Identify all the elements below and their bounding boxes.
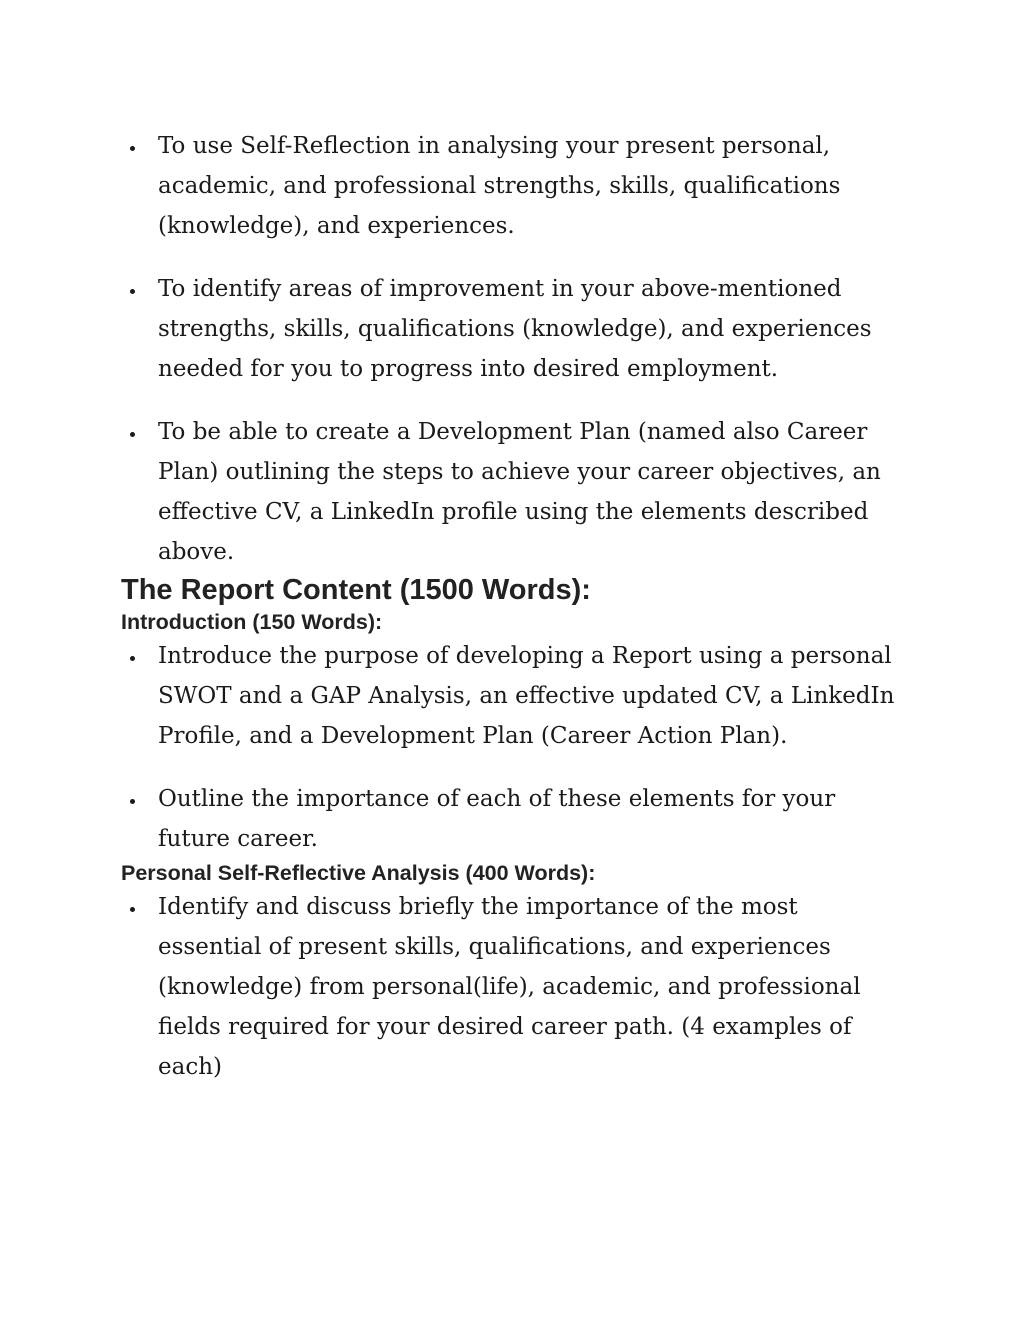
- list-item: [121, 412, 901, 572]
- introduction-item-text: Introduce the purpose of developing a Report using a personal SWOT and a GAP Analysis, an effective updated CV, a LinkedIn Profile, and a Development Plan (Career Action Plan).: [158, 643, 895, 749]
- self-reflective-analysis-list: [121, 887, 901, 1087]
- analysis-item-text: Identify and discuss briefly the importance of the most essential of present skills, qualifications, and experiences (knowledge) from personal(life), academic, and professional fields required for your desired career path. (4 examples of each): [158, 894, 861, 1080]
- list-item: [121, 887, 901, 1087]
- document-content: [121, 126, 901, 1087]
- introduction-item-text: Outline the importance of each of these elements for your future career.: [158, 786, 836, 852]
- report-content-heading: The Report Content (1500 Words):: [121, 574, 591, 606]
- list-item: [121, 636, 901, 756]
- introduction-list: [121, 636, 901, 859]
- list-item: [121, 779, 901, 859]
- objectives-list: [121, 126, 901, 572]
- list-item: [121, 269, 901, 389]
- objective-text: To be able to create a Development Plan (named also Career Plan) outlining the steps to achieve your career objectives, an effective CV, a LinkedIn profile using the elements described above.: [158, 419, 881, 565]
- self-reflective-analysis-heading: Personal Self-Reflective Analysis (400 Words):: [121, 861, 596, 885]
- objective-text: To use Self-Reflection in analysing your present personal, academic, and professional strengths, skills, qualifications (knowledge), and experiences.: [158, 133, 841, 239]
- list-item: [121, 126, 901, 246]
- objective-text: To identify areas of improvement in your above-mentioned strengths, skills, qualifications (knowledge), and experiences needed for you to progress into desired employment.: [158, 276, 872, 382]
- introduction-heading: Introduction (150 Words):: [121, 610, 383, 634]
